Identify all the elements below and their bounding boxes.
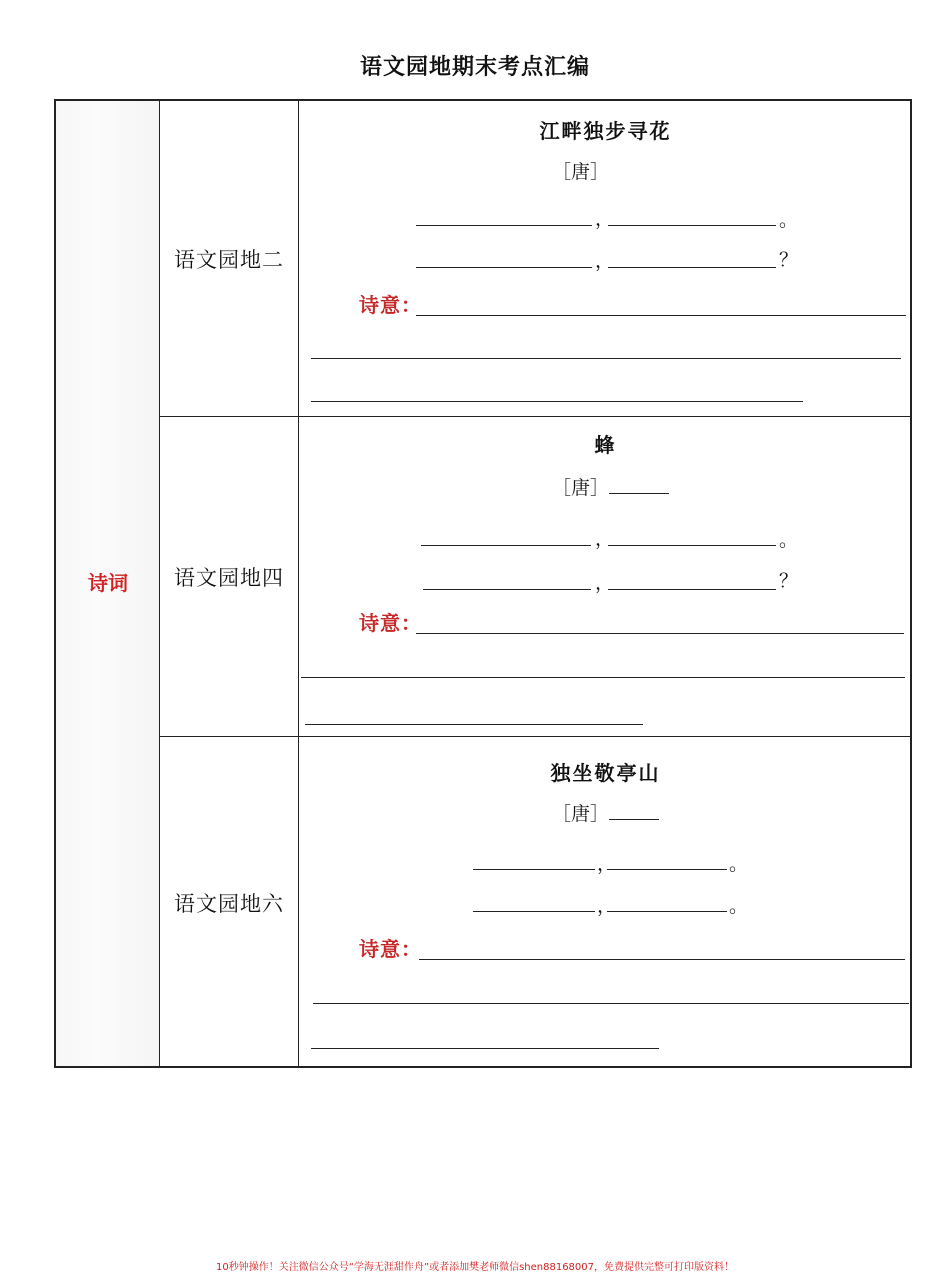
verse-blank[interactable] — [608, 225, 776, 226]
poem-title: 江畔独步寻花 — [539, 119, 672, 143]
unit-label: 语文园地四 — [160, 417, 299, 736]
poem-title: 蜂 — [594, 433, 617, 457]
category-column — [56, 101, 160, 1066]
meaning-blank[interactable] — [311, 401, 803, 402]
meaning-blank[interactable] — [416, 633, 904, 634]
verse-blank[interactable] — [607, 869, 727, 870]
author-blank[interactable] — [609, 477, 669, 494]
table-row — [160, 101, 912, 417]
meaning-blank[interactable] — [416, 315, 906, 316]
verse-punct: ？ — [779, 570, 799, 592]
unit-label: 语文园地二 — [160, 101, 299, 416]
verse-blank[interactable] — [608, 267, 776, 268]
verse-blank[interactable] — [423, 589, 591, 590]
worksheet-table — [54, 99, 912, 1068]
meaning-blank[interactable] — [311, 1048, 659, 1049]
poem-cell — [299, 417, 912, 736]
poem-title: 独坐敬亭山 — [550, 761, 661, 785]
verse-punct: 。 — [729, 853, 749, 875]
verse-punct: 。 — [779, 209, 799, 231]
verse-blank[interactable] — [473, 911, 595, 912]
verse-blank[interactable] — [608, 589, 776, 590]
category-label: 诗词 — [88, 571, 128, 595]
verse-punct: 。 — [729, 895, 749, 917]
poem-cell — [299, 101, 912, 416]
verse-blank[interactable] — [608, 545, 776, 546]
dynasty-label: ［唐］ — [552, 803, 610, 825]
dynasty-label: ［唐］ — [552, 161, 610, 183]
verse-punct: 。 — [779, 529, 799, 551]
meaning-blank[interactable] — [305, 724, 643, 725]
page-title: 语文园地期末考点汇编 — [359, 54, 590, 80]
meaning-label: 诗意： — [359, 937, 422, 961]
poem-dynasty — [552, 473, 669, 500]
verse-blank[interactable] — [421, 545, 591, 546]
verse-punct: ， — [597, 895, 617, 917]
author-blank[interactable] — [609, 803, 659, 820]
meaning-blank[interactable] — [311, 358, 901, 359]
footer-note: 10秒钟操作！关注微信公众号“学海无涯甜作舟”或者添加樊老师微信shen88168007，免费提供完整可打印版资料！ — [215, 1262, 735, 1273]
meaning-blank[interactable] — [313, 1003, 909, 1004]
verse-punct: ， — [595, 572, 615, 594]
verse-blank[interactable] — [416, 267, 592, 268]
verse-punct: ？ — [779, 249, 799, 271]
meaning-label: 诗意： — [359, 611, 422, 635]
poem-dynasty — [552, 799, 659, 826]
meaning-label: 诗意： — [359, 293, 422, 317]
verse-punct: ， — [595, 250, 615, 272]
table-row — [160, 737, 912, 1068]
poem-cell — [299, 737, 912, 1068]
verse-blank[interactable] — [416, 225, 592, 226]
meaning-blank[interactable] — [301, 677, 905, 678]
verse-blank[interactable] — [473, 869, 595, 870]
verse-punct: ， — [597, 853, 617, 875]
meaning-blank[interactable] — [419, 959, 905, 960]
verse-punct: ， — [595, 208, 615, 230]
table-row — [160, 417, 912, 737]
verse-blank[interactable] — [607, 911, 727, 912]
dynasty-label: ［唐］ — [552, 477, 610, 499]
unit-label: 语文园地六 — [160, 737, 299, 1068]
verse-punct: ， — [595, 528, 615, 550]
poem-dynasty — [552, 157, 609, 184]
